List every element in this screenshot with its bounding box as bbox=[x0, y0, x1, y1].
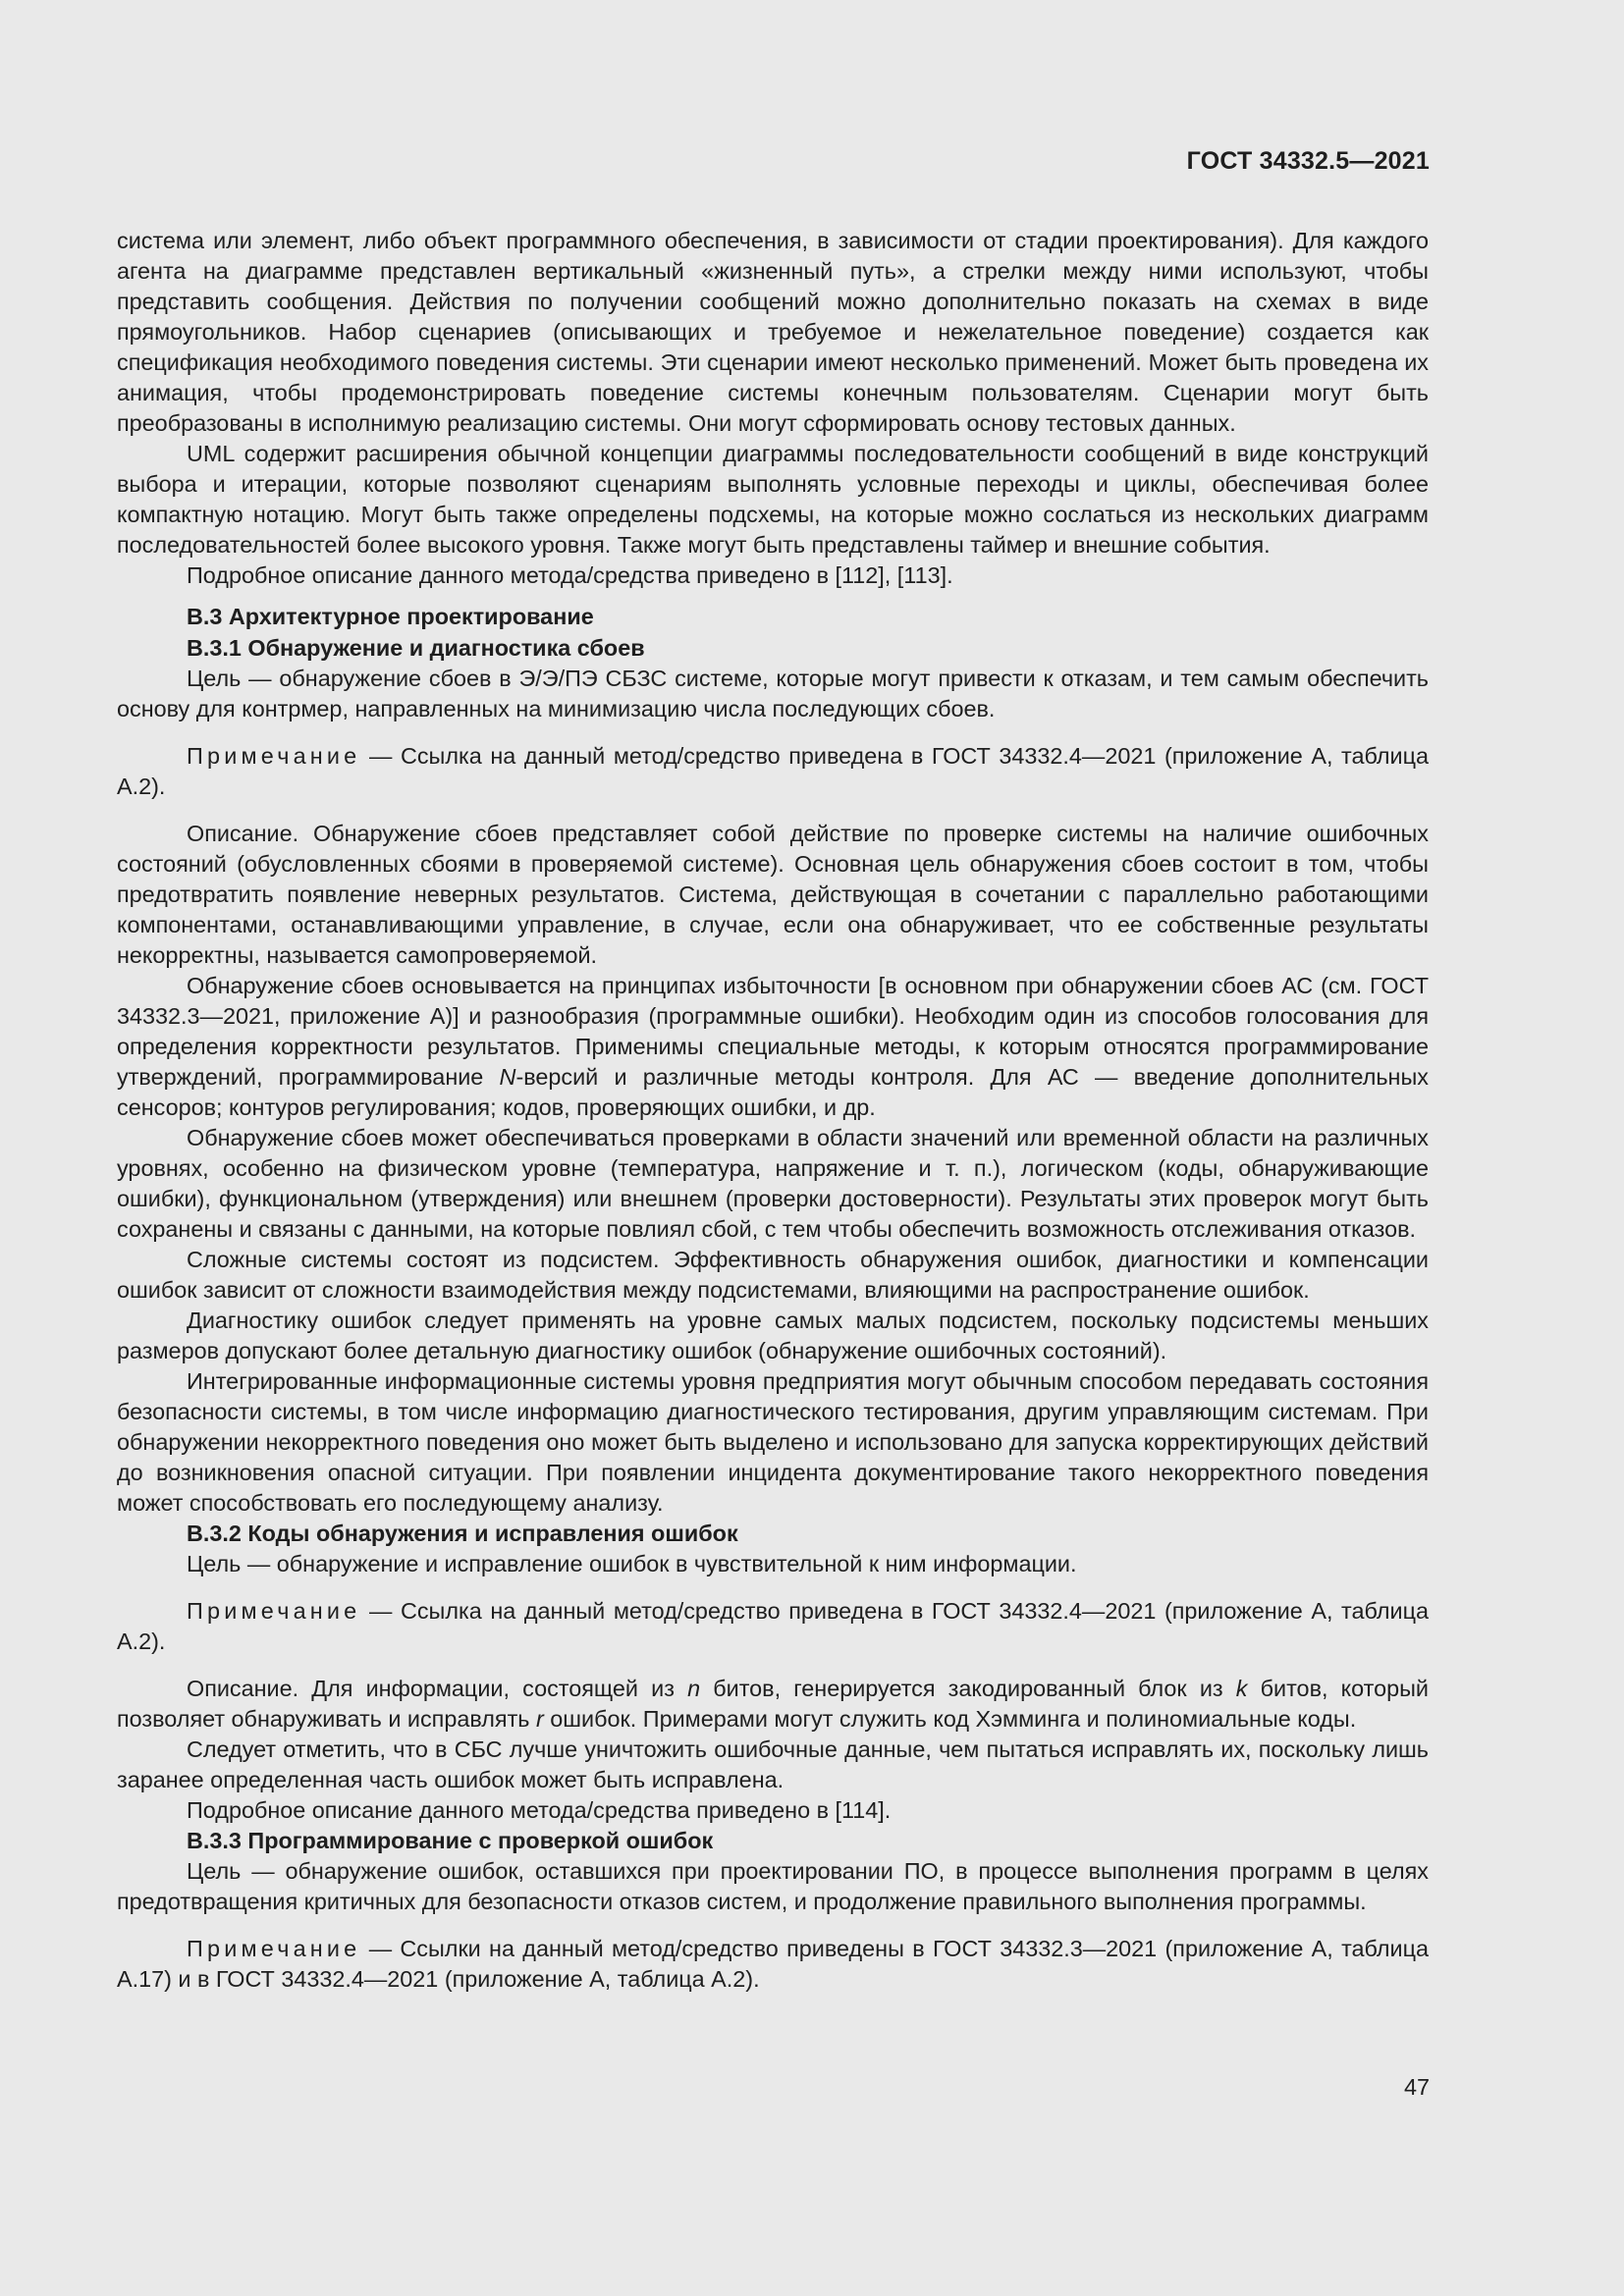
note-paragraph bbox=[117, 741, 1429, 802]
italic-variable: n bbox=[687, 1676, 701, 1701]
note-label: Примечание bbox=[187, 1598, 361, 1624]
description-paragraph: Сложные системы состоят из подсистем. Эффективность обнаружения ошибок, диагностики и компенсации ошибок зависит от сложности взаимодействия между подсистемами, влияющими на распространение ошибок. bbox=[117, 1247, 1429, 1303]
page-content bbox=[117, 226, 1429, 1995]
text-run: битов, который позволяет обнаруживать и исправлять bbox=[117, 1676, 1429, 1732]
paragraph: система или элемент, либо объект программного обеспечения, в зависимости от стадии проектирования). Для каждого агента на диаграмме представлен вертикальный «жизненный путь», а стрелки между ними используют, чтобы представить сообщения. Действия по получении сообщений можно дополнительно показать на схемах в виде прямоугольников. Набор сценариев (описывающих и требуемое и нежелательное поведение) создается как спецификация необходимого поведения системы. Эти сценарии имеют несколько применений. Может быть проведена их анимация, чтобы продемонстрировать поведение системы конечным пользователям. Сценарии могут быть преобразованы в исполнимую реализацию системы. Они могут сформировать основу тестовых данных. bbox=[117, 228, 1429, 436]
paragraph: UML содержит расширения обычной концепции диаграммы последовательности сообщений в виде конструкций выбора и итерации, которые позволяют сценариям выполнять условные переходы и циклы, обеспечивая более компактную нотацию. Могут быть также определены подсхемы, на которые можно сослаться из нескольких диаграмм последовательностей более высокого уровня. Также могут быть представлены таймер и внешние события. bbox=[117, 441, 1429, 558]
note-label: Примечание bbox=[187, 1936, 361, 1961]
text-run: битов, генерируется закодированный блок из bbox=[700, 1676, 1236, 1701]
section-heading-b3: В.3 Архитектурное проектирование bbox=[187, 604, 594, 629]
description-paragraph bbox=[117, 1674, 1429, 1735]
text-run: ошибок. Примерами могут служить код Хэмминга и полиномиальные коды. bbox=[543, 1706, 1357, 1732]
reference-paragraph: Подробное описание данного метода/средства приведено в [114]. bbox=[187, 1797, 892, 1823]
goal-paragraph: Цель — обнаружение и исправление ошибок в чувствительной к ним информации. bbox=[187, 1551, 1077, 1576]
description-paragraph bbox=[117, 971, 1429, 1123]
document-code: ГОСТ 34332.5—2021 bbox=[1186, 147, 1430, 175]
text-run: Описание. Для информации, состоящей из bbox=[187, 1676, 688, 1701]
section-heading-b3-1: В.3.1 Обнаружение и диагностика сбоев bbox=[187, 635, 645, 661]
note-paragraph bbox=[117, 1934, 1429, 1995]
paragraph: Подробное описание данного метода/средства приведено в [112], [113]. bbox=[187, 562, 953, 588]
note-paragraph bbox=[117, 1596, 1429, 1657]
section-heading-b3-3: В.3.3 Программирование с проверкой ошибок bbox=[187, 1828, 714, 1853]
goal-paragraph: Цель — обнаружение ошибок, оставшихся при проектировании ПО, в процессе выполнения программ в целях предотвращения критичных для безопасности отказов систем, и продолжение правильного выполнения программы. bbox=[117, 1858, 1429, 1914]
text-run: -версий и различные методы контроля. Для АС — введение дополнительных сенсоров; контуров регулирования; кодов, проверяющих ошибки, и др. bbox=[117, 1064, 1429, 1120]
note-text: — Ссылки на данный метод/средство приведены в ГОСТ 34332.3—2021 (приложение А, таблица А.17) и в ГОСТ 34332.4—2021 (приложение А, таблица А.2). bbox=[117, 1936, 1429, 1992]
description-paragraph: Диагностику ошибок следует применять на уровне самых малых подсистем, поскольку подсистемы меньших размеров допускают более детальную диагностику ошибок (обнаружение ошибочных состояний). bbox=[117, 1308, 1429, 1363]
description-paragraph: Следует отметить, что в СБС лучше уничтожить ошибочные данные, чем пытаться исправлять их, поскольку лишь заранее определенная часть ошибок может быть исправлена. bbox=[117, 1736, 1429, 1792]
description-paragraph: Интегрированные информационные системы уровня предприятия могут обычным способом передавать состояния безопасности системы, в том числе информацию диагностического тестирования, другим управляющим системам. При обнаружении некорректного поведения оно может быть выделено и использовано для запуска корректирующих действий до возникновения опасной ситуации. При появлении инцидента документирование такого некорректного поведения может способствовать его последующему анализу. bbox=[117, 1368, 1429, 1516]
note-text: — Ссылка на данный метод/средство приведена в ГОСТ 34332.4—2021 (приложение А, таблица А.2). bbox=[117, 1598, 1429, 1654]
description-paragraph: Обнаружение сбоев может обеспечиваться проверками в области значений или временной области на различных уровнях, особенно на физическом уровне (температура, напряжение и т. п.), логическом (коды, обнаруживающие ошибки), функциональном (утверждения) или внешнем (проверки достоверности). Результаты этих проверок могут быть сохранены и связаны с данными, на которые повлиял сбой, с тем чтобы обеспечить возможность отслеживания отказов. bbox=[117, 1125, 1429, 1242]
italic-variable: N bbox=[499, 1064, 516, 1090]
goal-paragraph: Цель — обнаружение сбоев в Э/Э/ПЭ СБЗС системе, которые могут привести к отказам, и тем самым обеспечить основу для контрмер, направленных на минимизацию числа последующих сбоев. bbox=[117, 666, 1429, 721]
note-label: Примечание bbox=[187, 743, 361, 769]
italic-variable: k bbox=[1235, 1676, 1248, 1701]
section-heading-b3-2: В.3.2 Коды обнаружения и исправления ошибок bbox=[187, 1521, 738, 1546]
note-text: — Ссылка на данный метод/средство приведена в ГОСТ 34332.4—2021 (приложение А, таблица А.2). bbox=[117, 743, 1429, 799]
page-number: 47 bbox=[1403, 2074, 1430, 2100]
text-run: Обнаружение сбоев основывается на принципах избыточности [в основном при обнаружении сбоев АС (см. ГОСТ 34332.3—2021, приложение А)] и разнообразия (программные ошибки). Необходим один из способов голосования для определения корректности результатов. Применимы специальные методы, к которым относятся программирование утверждений, программирование bbox=[117, 973, 1429, 1090]
italic-variable: r bbox=[535, 1706, 544, 1732]
description-paragraph: Описание. Обнаружение сбоев представляет собой действие по проверке системы на наличие ошибочных состояний (обусловленных сбоями в проверяемой системе). Основная цель обнаружения сбоев состоит в том, чтобы предотвратить появление неверных результатов. Система, действующая в сочетании с параллельно работающими компонентами, останавливающими управление, в случае, если она обнаруживает, что ее собственные результаты некорректны, называется самопроверяемой. bbox=[117, 821, 1429, 968]
